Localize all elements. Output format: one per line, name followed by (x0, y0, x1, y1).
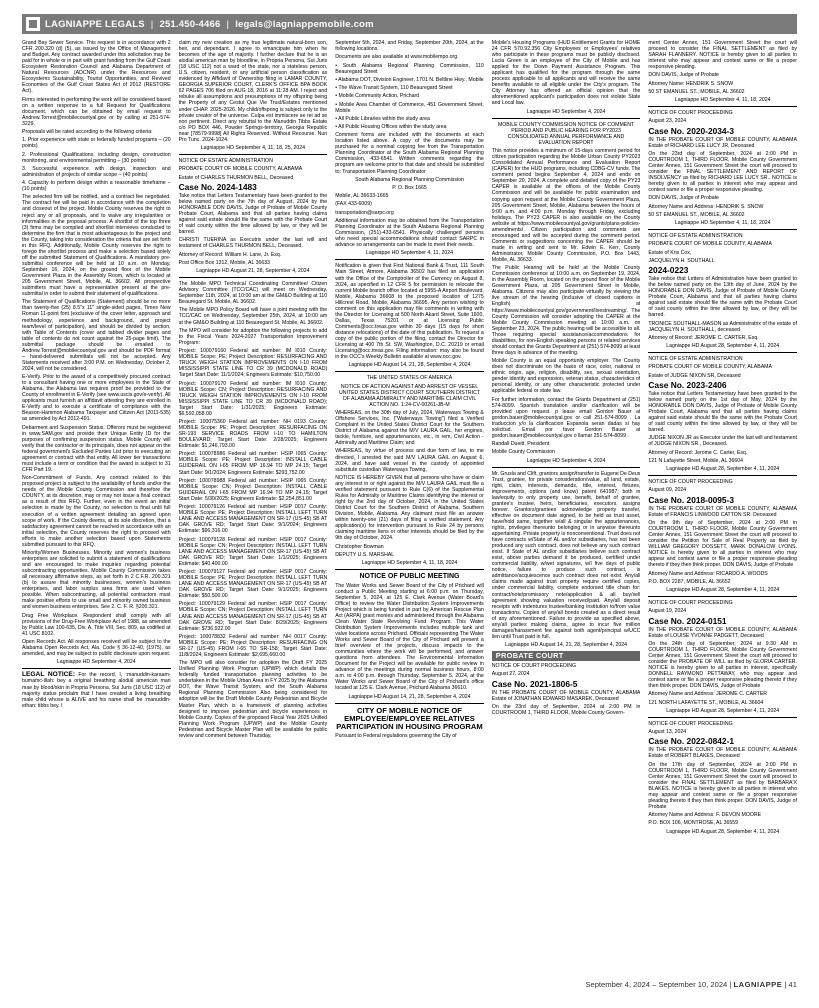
notice-paragraph: 4. Capacity to perform design within a reasonable timeframe – (10 points) (22, 180, 171, 193)
judge-line: DON DAVIS, Judge of Probate (648, 195, 719, 202)
notice-paragraph: Minority/Women Businesses. Minority and women's business enterprises are solicited to submit a statement of qualifications and are encouraged to make inquiries regarding potential subcontracting opportunities. Mobile County Commission takes all necessary affirmative steps, as set forth in 2 C.F.R. 200.321 (b) to assure that minority businesses, women's business enterprises, and labor surplus area firms are used when possible. When subcontracting, all potential contractors must make positive efforts to use small and minority owned business and women business enterprises. See 2. C. F. R. §200.321. (22, 550, 171, 611)
publication-signature: Lagniappe HD August 28, September 4, 11, 2024 (666, 343, 780, 350)
notice-paragraph: Mobile County is an equal opportunity employer. The County does not discriminate on the basis of race, color, national or ethnic origin, age, religion, disability, sex, sexual orientation, gender identity and expression, veteran status, characteristics of personal identity, or any other characteristic protected under applicable federal or state law. (491, 358, 641, 395)
notice-paragraph: CHRISTI TUERINA as Executrix under the last will and testament of CHARLES THURMON BELL, Deceased. (178, 237, 328, 250)
notice-paragraph: The Mobile MPO Policy Board will have a joint meeting with the TCC/CAC on Wednesday, September 25th, 2024, at 10:00 am at the GM&O Building at 110 Beauregard St. Mobile, AL 36602. (178, 307, 328, 326)
notice-paragraph: Post Office Box 1312, Mobile, AL 36633 (178, 259, 271, 266)
notice-date: August 13, 2024 (648, 729, 687, 736)
attorney-line: Attorney Name and Address: F. DEVON MOORE (648, 812, 762, 819)
address-line: 50 ST EMANUEL ST., MOBILE, AL 36602 (648, 88, 745, 95)
notice-divider (179, 277, 328, 278)
case-number: Case No. 2018-0095-3 (648, 494, 735, 505)
notice-paragraph: IN THE PROBATE COURT OF MOBILE COUNTY, ALABAMA Estate of ROBERT BLAKES, Deceased (648, 747, 797, 760)
notice-paragraph: IN THE PROBATE COURT OF MOBILE COUNTY, ALABAMA Estate of FRANCIS LINWOOD CATTON SR. Deceased (648, 505, 797, 518)
publication-signature: Lagniappe HD August 14, 21, 28, September 4, 2024 (348, 362, 471, 369)
notice-paragraph: Drug Free Workplace. Respondent shall comply with all provisions of the Drug-Free Workplace Act of 1988, as amended by Public Law 100-635, Div. A, Title VIII, Sec. 809, as codified at 41 USC 8102. (22, 612, 171, 637)
notice-paragraph: Take notice that Letters Testamentary have been granted to the below named party on the 7th day of August, 2024 by the HONORABLE DON DAVIS, Judge of Probate of Mobile County Probate Court, Alabama and that all parties having claims against said estate should file the same with the Probate Court of said county within the time allowed by law, or they will be barred. (178, 192, 328, 236)
notice-paragraph: For further information, contact the Grants Department at (251) 574-8099. Spanish translation and/or clarification will be provided upon request. p lease email Gordon Bauer at gordon.bauer@mobilecountyal.gov or call 251-574-8099 . La traduccion y/o la clarificacion Espanola seran dadas si hay solicitud. Email por favor Gordon Bauer at gordon.bauer@mobilecountyal.gov o llamar 251-574-8099 . (491, 396, 641, 439)
header-separator: | (226, 18, 230, 30)
notice-divider (179, 154, 328, 155)
notice-divider (492, 118, 641, 119)
publication-signature: Lagniappe HD August 28, September 4, 11, 2024 (666, 828, 780, 835)
legal-notice-paragraph (22, 672, 171, 708)
case-number: Case No. 2020-2034-3 (648, 125, 735, 136)
notice-date: August 19, 2024 (648, 608, 687, 615)
notice-paragraph: Comment forms are included with the documents at each location listed above. A copy of the documents may be purchased for a nominal copying fee from the Transportation Planning Coordinator at the South Alabama Regional Planning Commission, 433-6541. Written comments regarding the program are welcome prior to that date and should be submitted to: Transportation Planning Coordinator (335, 132, 484, 175)
notice-divider (335, 371, 484, 372)
column-1 (22, 40, 171, 974)
notice-divider (335, 569, 484, 570)
attorney-line: Attorney Name and Address: RICARDO A. WOODS (648, 570, 768, 577)
judge-line: DON DAVIS, Judge of Probate (648, 72, 719, 79)
notice-heading: PROBATE COURT OF MOBILE COUNTY, ALABAMA (648, 364, 772, 371)
address-line: South Alabama Regional Planning Commission (355, 176, 464, 183)
signer-title: Mobile County Commission (491, 449, 555, 456)
address-line: Mobile, AL 36633-1665 (335, 193, 389, 200)
notice-paragraph: Mobile's Housing Programs (HUD Entitlement Grants for HOME 24 CFR 570.92.356 City Employees or Employees' relatives who participate in these programs must be publicly disclosed. Lucia Green is an employee of the City of Mobile and has applied for the Down Payment Assistance Program. This applicant has qualified for the program through the same process applicable to all applicants and will receive the same benefits available to all eligible under the City's program. The City Attorney has offered an official opinion that the aforementioned applicant's participation does not violate State and Local law. (491, 40, 641, 107)
location-item: • All Public Housing Offices within the study area (335, 124, 447, 131)
notice-paragraph: 1. Prior experience with state or federally funded programs – (20 points) (22, 137, 171, 150)
notice-paragraph: IN THE PROBATE COURT OF MOBILE COUNTY, ALABAMA Estate of LOUISE YVONNE PADGETT, Deceased (648, 626, 797, 639)
notice-heading: NOTICE OF ESTATE ADMINISTRATION (648, 356, 743, 363)
location-item: • Mobile Area Chamber of Commerce, 451 Government Street, Mobile (335, 101, 484, 114)
address-line: 50 ST EMANUEL ST., MOBILE, AL 36602 (648, 211, 745, 218)
notice-paragraph: This notice provides a minimum of 15-days comment period for citizen participation regarding the Mobile Urban County PY2023 Consolidated Annual Performance and Evaluation Report (CAPER) for the HUD programs, including CDBG-CV funds. The comment period begins September 4, 2024 and ends on September 20, 2024. A complete and detailed copy of the PY23 CAPER is available at the offices of the Mobile County Commission and will be available for public examination and copying upon request at the Mobile County Government Plaza, 205 Government Street, Mobile, Alabama between the hours of 9:00 a.m. and 4:00 p.m. Monday through Friday, excluding holidays. The PY23 CAPER is also available on the County website at https://www.mobilecountyal.gov/grants/plans-policies-amendments/. Citizen participation and comments are encouraged and will be accepted during the comment period. Comments or suggestions concerning the CAPER should be made in writing and sent to Mr. Edwin E. Kerr, County Administrator, Mobile County Commission, P.O. Box 1443, Mobile, AL 36633. (491, 148, 641, 263)
case-number: Case No. 2023-2406 (648, 379, 727, 390)
publication-signature: Lagniappe HD August 28, September 4, 11, 2024 (666, 587, 780, 593)
page-header (22, 14, 797, 34)
notice-divider (648, 352, 797, 353)
notice-heading: NOTICE OF COURT PROCEEDING (648, 600, 733, 607)
publication-signature: Lagniappe HD September 4, 2024 (526, 108, 606, 115)
notice-heading: PROBATE COURT OF MOBILE COUNTY, ALABAMA (648, 241, 772, 248)
notice-heading: NOTICE OF ACTION AGAINST AND ARREST OF VESSEL UNITED STATES DISTRICT COURT SOUTHERN DISTRICT OF ALABAMA ADMIRALTY AND MARITIME CLAIM CIVIL ACTION NO. 1:24-CV-00261-JB-M (338, 383, 480, 408)
publication-signature: Lagniappe HD September 4, 11, 18, 2024 (674, 97, 771, 104)
location-item: • Alabama DOT, Division Engineer, 1701 N. Beltline Hwy., Mobile (335, 76, 484, 83)
notice-title: NOTICE OF PUBLIC MEETING (359, 573, 460, 581)
publication-signature: Lagniappe HD August 28, September 4, 11, 2024 (666, 707, 780, 714)
notice-divider (648, 596, 797, 597)
notice-paragraph: WHEREAS, by virtue of process and due form of law, to me directed, I arrested the said M/V LAURA GAIL on August 6, 2024, and have said vessel in the custody of appointed substitute custodian Waterways Towing, (335, 448, 484, 473)
notice-heading: MOBILE COUNTY COMMISSION NOTICE OF COMMENT PERIOD AND PUBLIC HEARING FOR PY2023 CONSOLIDATED ANNUAL PERFORMANCE AND EVALUATION REPORT (497, 121, 635, 146)
case-number: Case No. 2021-1806-5 (491, 678, 578, 689)
section-banner: PROBATE COURT (492, 651, 641, 661)
header-phone: 251.450-4466 (159, 18, 221, 30)
notice-heading: Estate of CHARLES THURMON BELL, Deceased (178, 174, 294, 181)
attorney-line: Attorney Name and Address: HENDRIK S. SNOW (648, 203, 764, 210)
notice-paragraph: Mr. Grusla and Clift, grantors assign/transfer to Eugene De Deus Trust, grantee, for private consideration/value, all land, estate, right, claim, interests, demands, title, interest, fixtures, improvements, options (and know) patent 641987; both in law/equity to only property use, benefit, behalf of grantee, grantee's trustee, heirs, beneficiaries, executors, assigns forever. Grantors/grantees acknowledge property transfer, effective on document date signed, to be held as trust asset, have/hold same, together w/all & singular the appurtenances, rights, privileges thereunto belonging or in anywise thereunto appertaining. Private property is nonconventional. Trust does not have contracts w/State of AL and/or subsidiaries, has not been produced any such contract, does not believe any such contract exist. If State of AL and/or subsidiaries believe such contract exist, above parties demand it be produced, certified under commercial liability, w/wet signatures, w/I five days of public notice, failure to produce such contract, is admittance/acquiescence such contract does not exist. Any/all claims made against trust property require certified copies, under commercial liability, complete endorsed title chain for: contract/note/promissory note/application & all buy/sell agreement showing valuation received/paid. Any/all deposit receipts with indentures trustee/banking institution to/from value transactions. Copies of any/all bonds created as a direct result of any aforementioned. Failure to provide as specified above, any/all parties making claims, agree to incur five million damages/harassment fee against both agent/principal w/UCC lien until Trust paid in full. (491, 470, 641, 640)
project-entry: Project: 100079129 Federal aid number: HSIP 0017 County: MOBILE Scope: CN; Project Description: INSTALL LEFT TURN LANE AND ACCESS MANAGEMENT ON SR-17 (US-45) SB AT OAK GROVE RD; Target Start Date: 8/29/2025; Engineers Estimate: $736,922.00 (178, 601, 328, 632)
footer-separator: | (729, 980, 734, 989)
case-number: Case No. 2024-0151 (648, 615, 727, 626)
notice-paragraph: On the 9th day of September, 2024 at 2:00 PM in COURTROOM 1, THIRD FLOOR, Mobile County Government Center Annex, 151 Government Street the court will proceed to consider the Petition for Sale of Real Property as filed by WILLIAM GREGORY DOSSETT, MARK DONALOW LYONS. NOTICE is hereby given to all parties in interest who may appear and contest same or file a proper responsive pleading thereto if they then think proper. DON DAVIS, Judge of Probate (648, 519, 797, 569)
publication-signature: Lagniappe HD September 4, 11, 18, 2024 (674, 220, 771, 227)
notice-paragraph: Additional information may be obtained from the Transportation Planning Coordinator at the South Alabama Regional Planning Commission, (251)-433-6541. Physically challenged persons who need special accommodations should contact SARPC in advance so arrangements can be made to meet their needs. (335, 217, 484, 249)
notice-paragraph: 2. Professional Qualifications, including design, construction monitoring, and environmental permitting – (30 points) (22, 151, 171, 164)
page-footer (560, 980, 797, 989)
location-item: • Mobile Community Action, Prichard (335, 93, 420, 100)
notice-paragraph: IN THE PROBATE COURT OF MOBILE COUNTY, ALABAMA Estate of JONATHAN EDWARD MASAREK, Deceased (491, 689, 641, 702)
column-5 (648, 40, 797, 974)
notice-heading: NOTICE OF COURT PROCEEDING (648, 110, 733, 117)
notice-divider (335, 703, 484, 704)
header-email[interactable]: legals@lagniappemobile.com (235, 18, 374, 30)
project-entry: Project: 100079127 Federal aid number: HSIP 0017 County: MOBILE Scope: PE; Project Description: INSTALL LEFT TURN LANE AND ACCESS MANAGEMENT ON SR-17 (US-45) SB AT OAK GROVE RD; Target Start Date: 9/1/2025; Engineers Estimate: $50,500.00 (178, 568, 328, 600)
case-number: Case No. 2022-0842-1 (648, 736, 735, 747)
project-entry: Project: 100078988 Federal aid number: HSIP I065 County: MOBILE Scope: CN; Project Description: INSTALL CABLE GUIDERAIL ON I-65 FROM MP 16.94 TO MP 24.15; Target Start Date: 5/30/2025; Engineers Estimate: $2,254,851.00 (178, 477, 328, 502)
notice-divider (492, 467, 641, 468)
project-entry: Project: 100078832 Federal aid number: NH 0017 County: MOBILE Scope: PE; Project Description: RESURFACING ON SR-17 (US-45) FROM I-65 TO SR-158; Target Start Date: 11/8/2024; Engineers Estimate: $2,695,660.00 (178, 633, 328, 658)
attorney-line: Attorney Name and Address: JEROME C. CARTER (648, 691, 768, 698)
legal-notice-title: LEGAL NOTICE: (22, 671, 76, 679)
notice-paragraph: Take notice that Letters of Administration have been granted to the below named party on the 13th day of June, 2024 by the HONORABLE DON DAVIS, Judge of Probate of Mobile County Probate Court, Alabama and that all parties having claims against said estate should file the same with the Probate Court of said county within the time allowed by law, or they will be barred. (648, 276, 797, 319)
notice-heading: THE UNITED STATES OF AMERICA (366, 375, 453, 382)
email-line: transportation@sarpc.org (335, 209, 394, 216)
column-3 (335, 40, 484, 974)
location-item: • All Public Libraries within the study area (335, 115, 430, 122)
address-line: P. O. Box 1665 (392, 185, 427, 191)
notice-paragraph: Attorney of Record: William H. Lane, Jr. Esq. (178, 251, 282, 258)
notice-paragraph: Documents are also available at www.mobilempo.org. (335, 54, 459, 61)
publication-signature: Lagniappe HD August 14, 21, 28, September 4, 2024 (348, 693, 471, 700)
signer-name: Randall Dueitt, President (491, 441, 550, 448)
project-entry: Project: 100078986 Federal aid number: HSIP I065 County: MOBILE Scope: PE; Project Description: INSTALL CABLE GUIDERAIL ON I-65 FROM MP 16.94 TO MP 24.15; Target Start Date: 9/1/2024; Engineers Estimate: $293,752.00 (178, 451, 328, 476)
notice-heading: NOTICE OF COURT PROCEEDING (648, 720, 733, 727)
footer-separator: | (784, 980, 787, 989)
legal-columns (22, 40, 797, 974)
notice-title: CITY OF MOBILE NOTICE OF EMPLOYEE/EMPLOYEE RELATIVES PARTICIPATION IN HOUSING PROGRAM (336, 705, 483, 732)
notice-paragraph: JUDGE NIXON JR as Executor under the last will and testament of JUDGE NIXON SR., Deceased. (648, 435, 797, 448)
notice-date: August 27, 2024 (491, 671, 530, 678)
notice-divider (648, 229, 797, 230)
address-line: (FAX 433-6009) (335, 201, 372, 208)
notice-paragraph: Debarment and Suspension Status. Offerors must be registered in www.SAM.gov and provide their Unique Entity ID for the purposes of confirming suspension status. Mobile County will verify that the contractor or its principals, does not appear on the federal government's Excluded Parties List prior to executing an agreement or contract with that entity. All lower tier transactions must include a term or condition that the award is subject to 31 CFR Part 19. (22, 424, 171, 474)
notice-paragraph: The Mobile MPO Technical Coordinating Committee/ Citizen Advisory Committee (TCC/CAC) will meet on Wednesday, September 11th, 2024, at 10:00 am at the GM&O Building at 110 Beauregard St. Mobile, AL 36602. (178, 281, 328, 306)
project-entry: Project: 100079160 Federal aid number: IM I010 County: MOBILE Scope: PE; Project Description: RESURFACING AND TRUCK WEIGH STATION IMPROVEMENTS ON I-10 FROM MISSISSIPPI STATE LINE TO CR 39 (MCDONALD ROAD) Target Start Date: 11/1/2024; Engineers Estimate: $10,750.00 (178, 348, 328, 379)
notice-date: August 09, 2024 (648, 487, 687, 494)
publication-signature: Lagniappe HD September 4, 11, 18, 25, 2024 (200, 144, 306, 151)
notice-paragraph: Non-Commitment of Funds. Any contract related to this proposed project is subject to the availability of funds and/or the needs of the Mobile County Commission and therefore the COUNTY, at its discretion, may or may not issue a final contract as a result of this RFQ. Further, even in the event an initial selection is made by the County, no selection is final until full execution of a written agreement detailing an agreed upon scope of work. If the County deems, at its sole discretion, that a satisfactory agreement cannot be reached in accordance with an initial selection, the County reserves the right to proceed with efforts to make another selection based upon Statements submitted pursuant to this RFQ. (22, 475, 171, 548)
notice-heading: NOTICE OF COURT PROCEEDING (491, 663, 577, 670)
attorney-line: Attorney of Record: Jerome C. Carter, Esq. (648, 449, 748, 456)
notice-paragraph: WHEREAS, on the 30th day of July, 2024, Waterways Towing & Offshore Services, Inc. ("Waterways Towing") filed a Verified Complaint in the United States District Court for the Southern District of Alabama against the M/V LAURA GAIL, her engines, tackle, furniture, and appurtenances, etc., in rem, Civil Action - Admiralty and Maritime Claim; and (335, 410, 484, 447)
project-entry: Project: 100079128 Federal aid number: HSIP 0017 County: MOBILE Scope: CN; Project Description: INSTALL LEFT TURN LANE AND ACCESS MANAGEMENT ON SR-17 (US-45) SB AT OAK GROVE RD; Target Start Date: 1/1/2025; Engineers Estimate: $40,400.00 (178, 536, 328, 567)
notice-date: August 23, 2024 (648, 118, 687, 125)
notice-paragraph: On the 24th day of September, 2024 at 9:30 AM in COURTROOM 1, THIRD FLOOR, Mobile County Government Center Annex, 151 Government Street the court will proceed to consider the PROBATE OF WILL as filed by GLORIA CARTER. NOTICE is hereby given to all parties in interest, specifically DONNELL RAYMOND PETTAWAY, who may appear and contest same or file a proper responsive pleading thereto if they then think proper. DON DAVIS, Judge of Probate (648, 640, 797, 690)
notice-heading: Estate of Kris Cox, (648, 249, 692, 256)
footer-dates: September 4, 2024 – September 10, 2024 (585, 980, 728, 989)
publication-signature: Lagniappe HD August 21, 28, September 4, 2024 (196, 268, 310, 274)
notice-paragraph: IN THE PROBATE COURT OF MOBILE COUNTY, ALABAMA Estate of RICHARD LEE LUCY JR, Deceased (648, 136, 797, 149)
notice-divider (335, 259, 484, 260)
case-number: 2024-0223 (648, 265, 689, 276)
notice-paragraph: Proposals will be rated according to the following criteria: (22, 129, 153, 136)
notice-paragraph: The Water Works and Sewer Board of the City of Prichard will conduct a Public Meeting starting at 6:00 p.m. on Thursday, September 5, 2024, at 125 E. Clark Avenue (Water Board's Office) to review the Water Distribution System Improvements Project which is being funded in part by American Rescue Plan Act (ARPA) grant monies and administered through the Alabama Clean Water State Revolving Fund Program. This Water Distribution System Improvements includes multiple tank and valve locations across Prichard. Officials representing The Water Works and Sewer Board of the City of Prichard will present a brief overview of the projects, discuss impacts to the communities where the work will be performed, and answer questions from attendees. The Environmental Information Document for the Project will be available for public review in advance of the meetings during normal business hours, 8:00 a.m. to 4:00 p.m. through Thursday, September 5, 2024, at the Water Works and Sewer Board of the City of Prichard's office located at 125 E. Clark Avenue, Prichard Alabama 36610. (335, 582, 484, 692)
header-separator: | (150, 18, 154, 30)
signer-title: DEPUTY U.S. MARSHAL (335, 551, 395, 558)
address-line: 121 NORTH LAFAYETTE ST., MOBILE, AL 36604 (648, 699, 764, 706)
publication-signature: Lagniappe HD September 4, 2024 (56, 659, 136, 666)
location-item: • South Alabama Regional Planning Commission, 110 Beauregard Street (335, 62, 484, 75)
notice-heading: NOTICE OF COURT PROCEEDING (648, 479, 733, 486)
column-4 (492, 40, 641, 974)
publication-signature: Lagniappe HD August 14, 21, 28, September 4, 2024 (505, 642, 628, 649)
column-2 (179, 40, 328, 974)
notice-paragraph: ment Center Annex, 151 Government Street the court will proceed to consider the FINAL SETTLEMENT as filed by SARAH FLANNERY. NOTICE is hereby given to all parties in interest who may appear and contest same or file a proper responsive pleading. (648, 40, 797, 71)
notice-paragraph: 3. Successful experience with design, inspection and administration of projects of similar scope – (40 points) (22, 165, 171, 178)
notice-divider (648, 106, 797, 107)
project-entry: Project: 100079170 Federal aid number: IM I010 County: MOBILE Scope: CN; Project Description: RESURFACING AND TRUCK WEIGH STATION IMPROVEMENTS ON I-10 FROM MISSISSIPPI STATE LINE TO CR 39 (MCDONALD ROAD); Target Start Date: 1/31/2025; Engineers Estimate: $6,592,058.00 (178, 380, 328, 417)
notice-divider (648, 475, 797, 476)
notice-paragraph: Notification is given that First National Bank & Trust, 111 South Main Street, Atmore, Alabama 36502 has filed an application with the Office of the Comptroller of the Currency on August 8, 2024, as specified in 12 CFR 5 for permission to relocate the current Mobile branch office located at 5955-A Airport Boulevard, Mobile, Alabama 36608 to the proposed location of 1275 Hillcrest Road, Mobile, Alabama 36695. Any person wishing to comment on this application may file comments in writing with the Director for Licensing at 500 North Akard Street, Suite 1600, Dallas, Texas 75201 or at Licensing Public Comments@occ.treas.gov within 30 days (15 days for short distance relocations) of the date of this publication. To request a copy of the public portion of the filing, contact the Director for Licensing at 400 7th St. SW, Washington, D.C. 20219 or email Licensing@occ.treas.gov. Filing information: may also be found in the OCC's Weekly Bulletin available at www.occ.gov. (335, 263, 484, 361)
notice-heading: Estate of JUDGE NIXON SR, Deceased (648, 372, 741, 379)
notice-paragraph: Open Records Act. All responses received will be subject to the Alabama Open Records Act, Ala. Code § 36-12-40, (1975), as amended, and may be subject to public disclosure upon request. (22, 639, 171, 658)
notice-heading: PROBATE COURT OF MOBILE COUNTY, ALABAMA (178, 166, 303, 173)
footer-publication: LAGNIAPPE (733, 980, 783, 989)
notice-heading: JACQUELYN H. SOUTHALL (648, 257, 715, 264)
location-item: • The Wave Transit System, 110 Beauregard Street (335, 85, 453, 92)
address-line: 121 N Lafayette Street, Mobile, AL 36604 (648, 457, 744, 464)
project-entry: Project: 100079126 Federal aid number: HSIP 0017 County: MOBILE Scope: PE; Project Description: INSTALL LEFT TURN LANE AND ACCESS MANAGEMENT ON SR-17 (US-45) SB AT OAK GROVE RD; Target Start Date: 9/1/2024; Engineers Estimate: $96,316.00 (178, 504, 328, 535)
publication-signature: Lagniappe HD September 4, 11, 2024 (365, 250, 453, 257)
notice-paragraph: The MPO will consider for adoption the following projects to add to the Fiscal Years 2024-2027 Transportation Improvement Program: (178, 327, 328, 346)
address-line: P.O. BOX 2287, MOBILE, AL 36652 (648, 578, 731, 585)
publication-signature: Lagniappe HD September 4, 2024 (526, 457, 606, 464)
notice-paragraph: Pursuant to Federal regulations governing the City of (335, 733, 457, 740)
signer-name: Christopher Bowman (335, 543, 384, 550)
case-number: Case No. 2024-1483 (178, 181, 257, 192)
notice-paragraph: The Statement of Qualifications (Statement) should be no more than twenty-five (25) 8.5"x 11" single-sided pages, Times New Roman 11-point font (exclusive of the cover letter, approach and methodology, experience and background, and project team/level of participation), and should be divided by section, with Table of Contents (cover and tabbed divider pages and table of contents do not count against the 25-page limit). The submittal package should be emailed to Andrew.Torrest@mobilecountyal.gov and should be PDF format – hand-delivered submittals will not be accepted. Any Statements received after 3:00 P.M. on Wednesday, October 2, 2024, will not be considered. (22, 299, 171, 372)
notice-paragraph: claim my new creation as my true legitimate natural-born son, heir, and dependant. I agree to emancipate him when he becomes of the age of majority. I further declare that he is an alodial american man by bloodline, in Propria Persona, Sui Juris (18 USC 112) not a ward of the state, nor a stateless person, U.S. citizen, resident, or any artificial person classification as evidenced by Affidavit of Ownership filing in LAMAR COUNTY, GEORGIA SUPERIOR COURT, CLERK'S OFFICE BPA BOOK 62 PAGES 706 filed on AUG 18, 2016 at 11:28 AM. I reject and rebuke all assumptions and presumptions of my offspring being the Property of any Cestui Que Vie Trust/Estates mentioned under CHAP. 2025-2026. My child/offspring is subject only to the private creator of the universe. Culpa est immiscere se rei ad se non pertinent. Direct any rebuttal to the Manuddin Tibbs Estate c/o PO BOX 446, Powder Springs-territory, Georgia Republic near [78579-9998] All Rights Reserved. Without Recourse. Nun Pro Tunc. 2024-1024. (178, 40, 328, 143)
notice-paragraph: On the 17th day of September, 2024 at 2:00 PM in COURTROOM 1, THIRD FLOOR, Mobile County Government Center Annex, 151 Government Street the court will proceed to consider the FINAL SETTLEMENT as filed by BARBARA'X BLAKES. NOTICE is hereby given to all parties in interest who may appear and contest same or file a proper responsive pleading thereto if they then think proper. DON DAVIS, Judge of Probate (648, 761, 797, 810)
notice-paragraph: The MPO will also consider for adoption the Draft FY 2025 Unified Planning Work Program (UPWP) which details the federally funded transportation planning activities to be undertaken in the Mobile Urban Area in FY 2025 by the Alabama DOT, the Wave Transit System, and the South Alabama Regional Planning Commission Also being considered for adoption will be the Draft Mobile County Pedestrian and Bicycle Master Plan, which is a framework of planning activities designed to improve pedestrian and bicycle experiences in Mobile County. Copies of the proposed Fiscal Year 2025 Unified Planning Work Program (UPWP) and the Mobile County Pedestrian and Bicycle Master Plan will be available for public review and comment between Thursday, (178, 660, 328, 739)
notice-paragraph: September 5th, 2024, and Friday, September 20th, 2024, at the following locations. (335, 40, 484, 53)
notice-paragraph: NOTICE IS HEREBY GIVEN that all persons who have or claim any interest in or right against the M/V LAURA GAIL must file a verified statement pursuant to Rule C(6) of the Supplemental Rules for Admiralty or Maritime Claims identifying the interest or right by the 2nd day of October, 2024, in the United States District Court for the Southern District of Alabama, Southern Division, Mobile, Alabama. Any claimant must file an answer within twenty-one (21) days of filing a verified statement. Any application(s) for intervention pursuant to Rule 24 by persons claiming maritime liens or other interests should be filed by the 9th day of October, 2024. (335, 474, 484, 542)
notice-paragraph: TRONICE SOUTHALL-MASON as Administratrix of the estate of JACQUELYN H. SOUTHALL, deceased (648, 320, 797, 333)
attorney-line: Attorney Name: HENDRIK S. SNOW (648, 80, 734, 87)
publication-title: LAGNIAPPE LEGALS (45, 18, 145, 30)
notice-paragraph: On the 23rd day of September, 2024 at 2:00 PM in COURTROOM 1, THIRD FLOOR, Mobile County Govern- (491, 703, 641, 716)
notice-paragraph: E-Verify. Prior to the award of a competitively procured contract to a consultant having one or more employees in the State of Alabama, the Alabama law requires proof be provided to the County of enrollment in E-Verify (see www.uscis.gov/e-verify). All applicants must furnish an affidavit attesting they are enrolled in E-Verify and to execute a certificate of compliance with the Beason-Hammon Alabama Taxpayer and Citizen Act (2011-535) as amended by Act 2012-491. (22, 374, 171, 423)
project-entry: Project: 100075360 Federal aid number: NH 0193 County: MOBILE Scope: PE; Project Description: RESURFACING ON SR-193 SERVICE ROADS FROM I-10 TO HAMILTON BOULEVARD; Target Start Date: 2/28/2025; Engineers Estimate: $1,246,793.00 (178, 418, 328, 450)
notice-divider (22, 668, 171, 669)
notice-heading: NOTICE OF ESTATE ADMINISTRATION (178, 158, 273, 165)
logo-icon (26, 17, 40, 31)
notice-heading: NOTICE OF ESTATE ADMINISTRATION (648, 233, 743, 240)
publication-signature: Lagniappe HD September 4, 11, 18, 2024 (361, 560, 458, 567)
page-number: 41 (788, 980, 797, 989)
notice-divider (648, 717, 797, 718)
notice-paragraph: On the 23rd day of September, 2024 at 2:00 PM in COURTROOM 1, THIRD FLOOR, Mobile County Government Center Annex, 151 Government Street the court will proceed to consider the FINAL SETTLEMENT AND REPORT OF INSOLVENCY as filed by RICHARD LEE LUCY SR.. NOTICE is hereby given to all parties in interest who may appear and contest same or file a proper responsive pleading. (648, 150, 797, 194)
notice-paragraph: Grand Bay Sewer Service. This request is in accordance with 2 CFR 200.320 (d) (5), as issued by the Office of Management and Budget. Any contract awarded under this solicitation may be paid for in whole or in part with grant funding from the Gulf Coast Ecosystem Restoration Council and Alabama Department of Natural Resources (ADCNR) under the Resources and Ecosystems Sustainability, Tourist Opportunities, and Revived Economies of the Gulf Coast States Act of 2012 (RESTORE Act). (22, 40, 171, 95)
publication-signature: Lagniappe HD August 28, September 4, 11, 2024 (666, 466, 780, 473)
legal-notice-text: For the record, I, :manuddin-karaam-bumamc-illah: bey a original breathing alodial american man mae by blood/skin in Propria Persona, Sui Juris (18 USC 112) of majority status proclaim that I have created a living breathing male child whose is ALIVE and his name shall be :manuddin-ethan: tibbs bey. I (22, 672, 171, 709)
notice-paragraph: Take notice that Letters Testamentary have been granted to the below named party on the 1st day of May, 2024 by the HONORABLE DON DAVIS, Judge of Probate of Mobile County Probate Court, Alabama and that all parties having claims against said estate should file the same with the Probate Court of said county within the time allowed by law, or they will be barred. (648, 390, 797, 434)
notice-paragraph: The Public Hearing will be held at the Mobile County Commission conference at 10:00 a.m. on September 19, 2024, in the Assembly Room, located on the ground floor of the Mobile Government Plaza, at 205 Government Street in Mobile, Alabama. Citizens may also participate virtually by viewing the live stream of the hearing (inclusive of closed captions in English) at https://www.mobilecountyal.gov/government/livestreaming/. The County Commission will consider adopting the CAPER at the Mobile County Commission meeting at 10:00 a.m. on September 23, 2024. The public hearing will be accessible to all. Those requiring special assistance/accommodations for disabilities, for non-English speaking persons or related services should contact the Grants Department at (251) 574-8099 at least three days in advance of the meeting. (491, 265, 641, 356)
address-line: P.O. BOX 106, MONTROSE, AL 36559 (648, 820, 739, 827)
notice-paragraph: Firms interested in performing the work will be considered based on a written response to a full Request for Qualifications document, which can be obtained by email request to Andrew.Torrest@mobilecountyal.gov or by calling at 251-574-3229. (22, 96, 171, 127)
attorney-line: Attorney of Record: JEROME C. CARTER, Esq. (648, 334, 759, 341)
notice-paragraph: The selected firm will be notified, and a contract fee negotiated. The contract fee will be paid in accordance with the completion and closeout of the project. Mobile County reserves the right to reject any or all proposals, and to waive any irregularities or informalities in the proposal process. A shortlist of the top three (3) firms may be compiled and shortlist interviews conducted to determine the firm that is most advantageous to the project and the County, taking into consideration the criteria that are set forth in this RFQ. Additionally, Mobile County reserves the right to forego the shortlist process and make a selection based solely off the submitted Statement of Qualifications. A mandatory pre-submittal conference will be held at 10 a.m. on Monday, September 16, 2024, on the ground floor of the Mobile Government Plaza in the Assembly Room, which is located at 205 Government Street, Mobile, AL 36602. All prospective submitters must have a representative present at the pre-submittal in order to submit their statement of qualifications. (22, 194, 171, 298)
